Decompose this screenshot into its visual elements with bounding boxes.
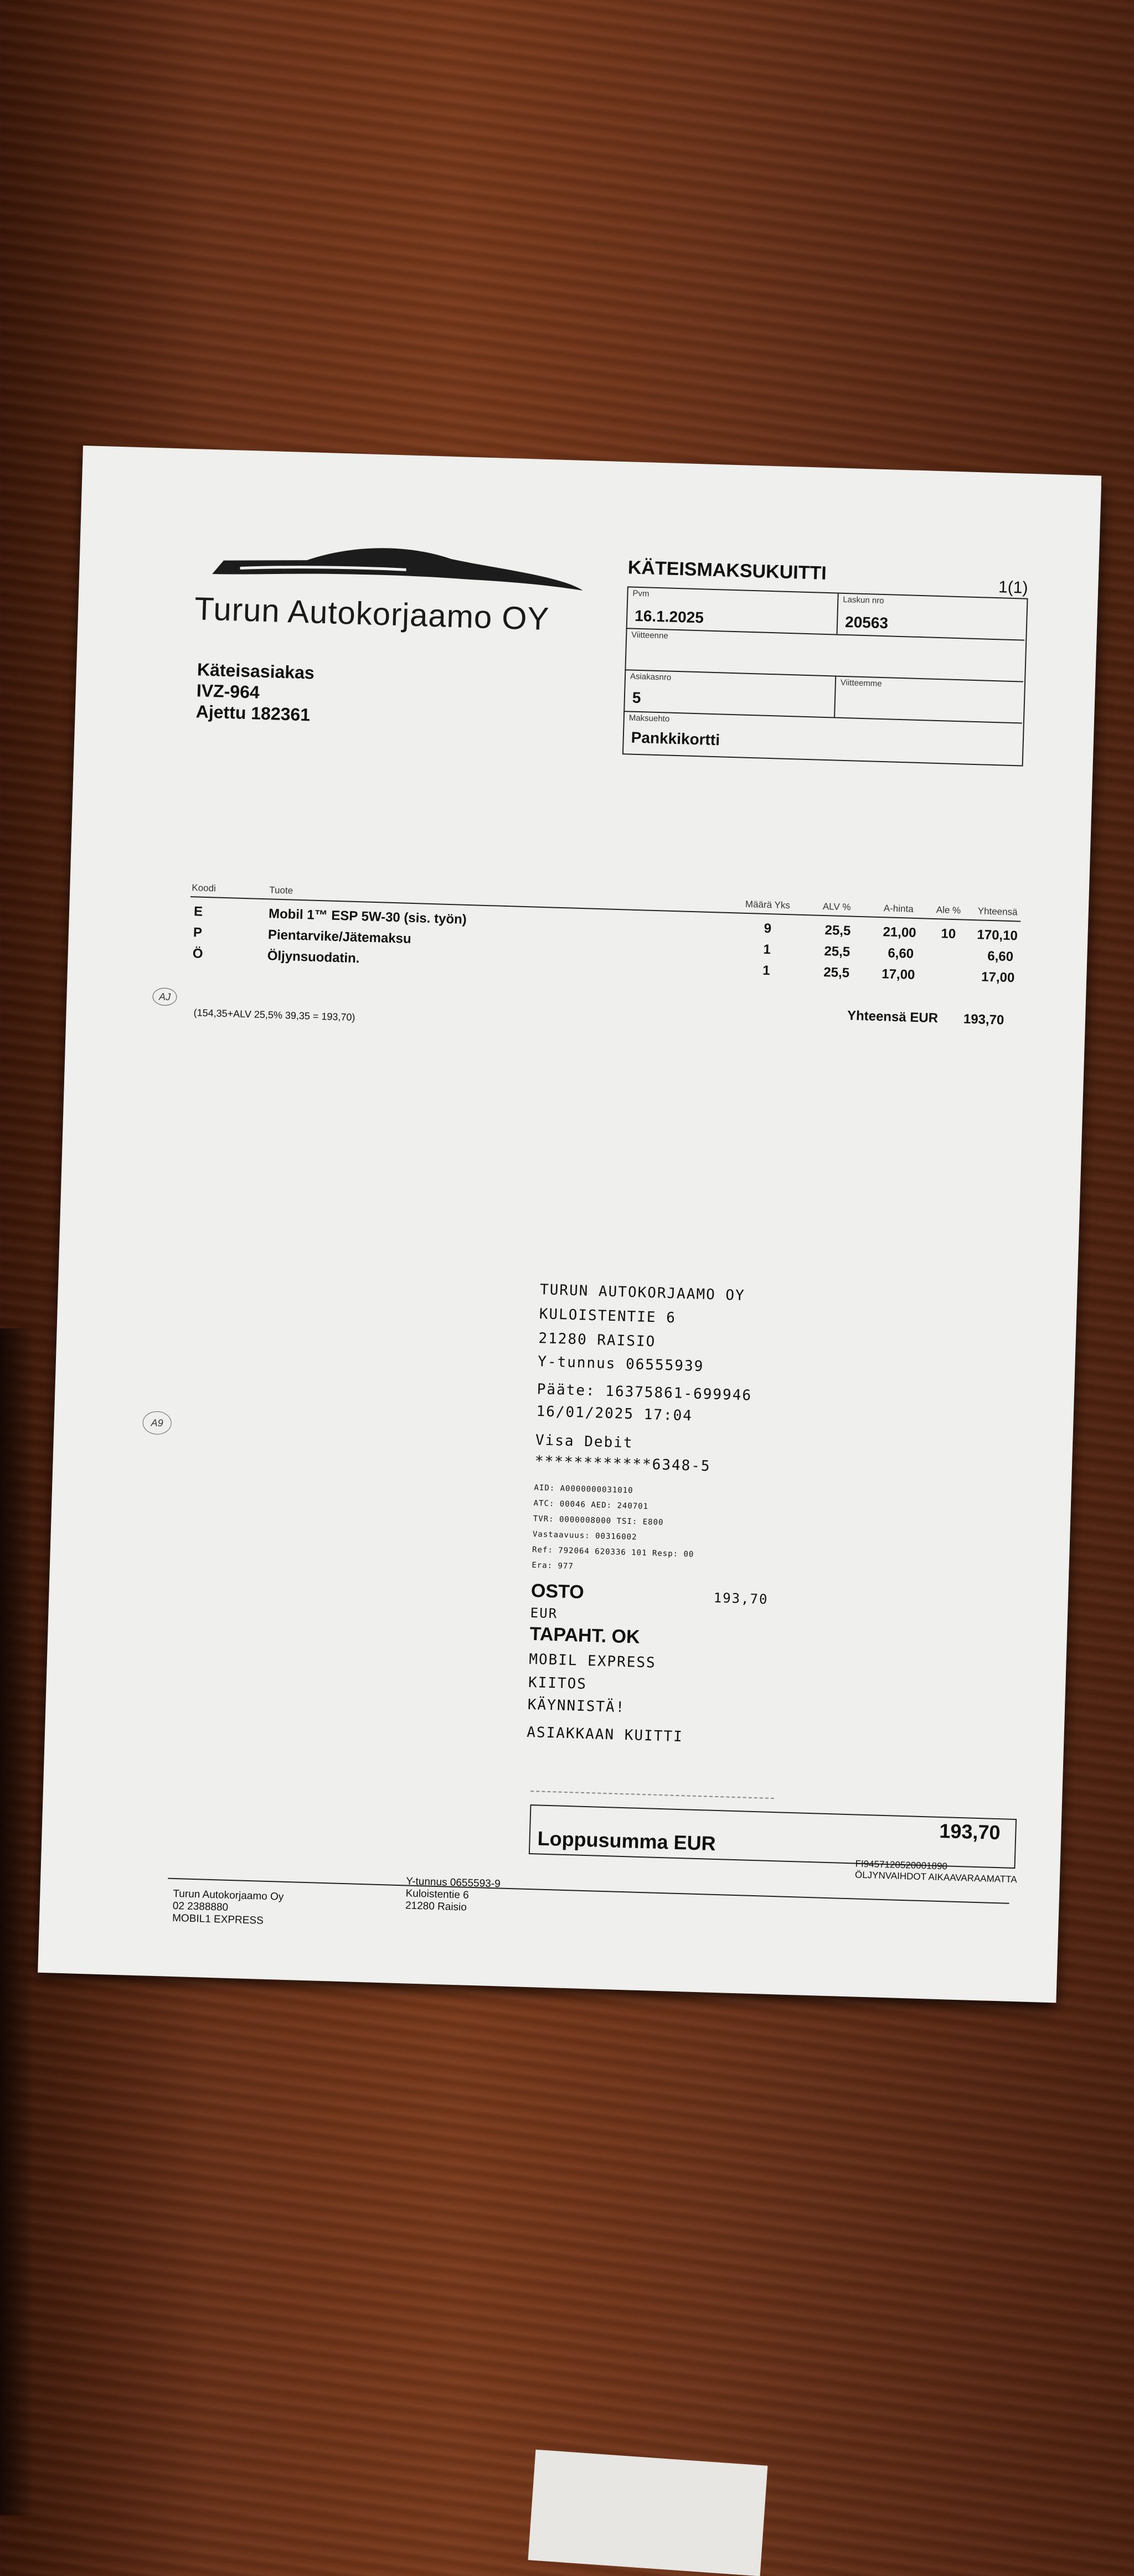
company-logo-text: Turun Autokorjaamo OY bbox=[194, 591, 550, 638]
slip-cut-line bbox=[530, 1791, 774, 1799]
customer-no-value: 5 bbox=[632, 689, 641, 707]
page-number: 1(1) bbox=[998, 578, 1028, 597]
final-sum-value: 193,70 bbox=[939, 1819, 1001, 1844]
purchase-label: OSTO bbox=[530, 1580, 585, 1603]
table-row: E Mobil 1™ ESP 5W-30 (sis. työn) 9 25,5 21,00 10 170,10 bbox=[193, 904, 1018, 944]
col-code: Koodi bbox=[192, 882, 217, 894]
col-qty: Määrä Yks bbox=[745, 898, 791, 911]
table-row: P Pientarvike/Jätemaksu 1 25,5 6,60 6,60 bbox=[193, 925, 1014, 965]
customer-mileage: Ajettu 182361 bbox=[195, 701, 311, 725]
customer-plate: IVZ-964 bbox=[196, 680, 260, 702]
table-edge-shadow bbox=[0, 1328, 33, 2515]
invoice-label: Laskun nro bbox=[843, 594, 884, 606]
col-total: Yhteensä bbox=[977, 906, 1018, 918]
customer-no-label: Asiakasnro bbox=[630, 671, 672, 682]
receipt-sheet: Turun Autokorjaamo OY KÄTEISMAKSUKUITTI 1(1) Pvm 16.1.2025 Laskun nro 20563 Viitteenne Asiakasnro 5 Viitteemme Maksuehto Pankkikortti Käteisasiakas IVZ-964 Ajettu 182361 Koodi Tuote Määrä Yks ALV % A-hinta Ale % Yhteensä E Mobil 1™ ESP 5W-30 (sis. työn) 9 25,5 21,00 10 170,10 P Pientarvike/Jätemaksu 1 25,5 6,60 6,60 Ö Öljynsuodatin. 1 25,5 17,00 17,00 AJ Yhteensä EUR 193,70 (154,35+ALV 25,5% 39,35 = 193,70) A9 TURUN AUTOKORJAAMO OY KULOISTENTIE 6 21280 RAISIO Y-tunnus 06555939 Pääte: 16375861-699946 16/01/2025 17:04 Visa Debit ************6348-5 AID: A0000000031010 ATC: 00046 AED: 240701 TVR: 0000008000 TSI: E800 Vastaavuus: 00316002 Ref: 792064 620336 101 Resp: 00 Era: 977 OSTO 193,70 EUR TAPAHT. OK MOBIL EXPRESS KIITOS KÄYNNISTÄ! ASIAKKAAN KUITTI Loppusumma EUR 193,70 FI9457120520001890 ÖLJYNVAIHDOT AIKAAVARAAMATTA Turun Autokorjaamo Oy 02 2388880 MOBIL1 EXPRESS Y-tunnus 0655593-9 Kuloistentie 6 21280 Raisio bbox=[38, 446, 1101, 2003]
vat-note: (154,35+ALV 25,5% 39,35 = 193,70) bbox=[193, 1007, 355, 1023]
payment-label: Maksuehto bbox=[628, 713, 670, 724]
handwritten-mark: A9 bbox=[142, 1411, 172, 1435]
col-product: Tuote bbox=[269, 884, 293, 896]
date-value: 16.1.2025 bbox=[634, 607, 704, 627]
total-label: Yhteensä EUR bbox=[847, 1008, 939, 1026]
footer-reference: FI9457120520001890 ÖLJYNVAIHDOT AIKAAVARAAMATTA bbox=[854, 1858, 1018, 1885]
transaction-status: TAPAHT. OK bbox=[529, 1623, 641, 1648]
col-price: A-hinta bbox=[883, 903, 914, 914]
table-row: Ö Öljynsuodatin. 1 25,5 17,00 17,00 bbox=[192, 946, 1015, 986]
total-value: 193,70 bbox=[963, 1011, 1004, 1028]
purchase-amount: 193,70 bbox=[713, 1590, 769, 1607]
customer-name: Käteisasiakas bbox=[197, 659, 315, 683]
final-sum-label: Loppusumma EUR bbox=[537, 1827, 717, 1855]
date-label: Pvm bbox=[632, 588, 650, 599]
footer-rule bbox=[168, 1878, 1009, 1904]
footer-company: Turun Autokorjaamo Oy 02 2388880 MOBIL1 EXPRESS bbox=[172, 1887, 284, 1927]
second-paper-corner bbox=[528, 2450, 768, 2576]
ref-label: Viitteenne bbox=[631, 630, 668, 641]
receipt-title: KÄTEISMAKSUKUITTI bbox=[627, 557, 827, 584]
col-vat: ALV % bbox=[822, 901, 851, 913]
our-ref-label: Viitteemme bbox=[840, 677, 882, 689]
invoice-value: 20563 bbox=[844, 613, 889, 632]
payment-value: Pankkikortti bbox=[631, 728, 720, 749]
col-discount: Ale % bbox=[936, 904, 961, 916]
handwritten-mark: AJ bbox=[152, 987, 177, 1006]
footer-address: Y-tunnus 0655593-9 Kuloistentie 6 21280 Raisio bbox=[405, 1875, 501, 1913]
